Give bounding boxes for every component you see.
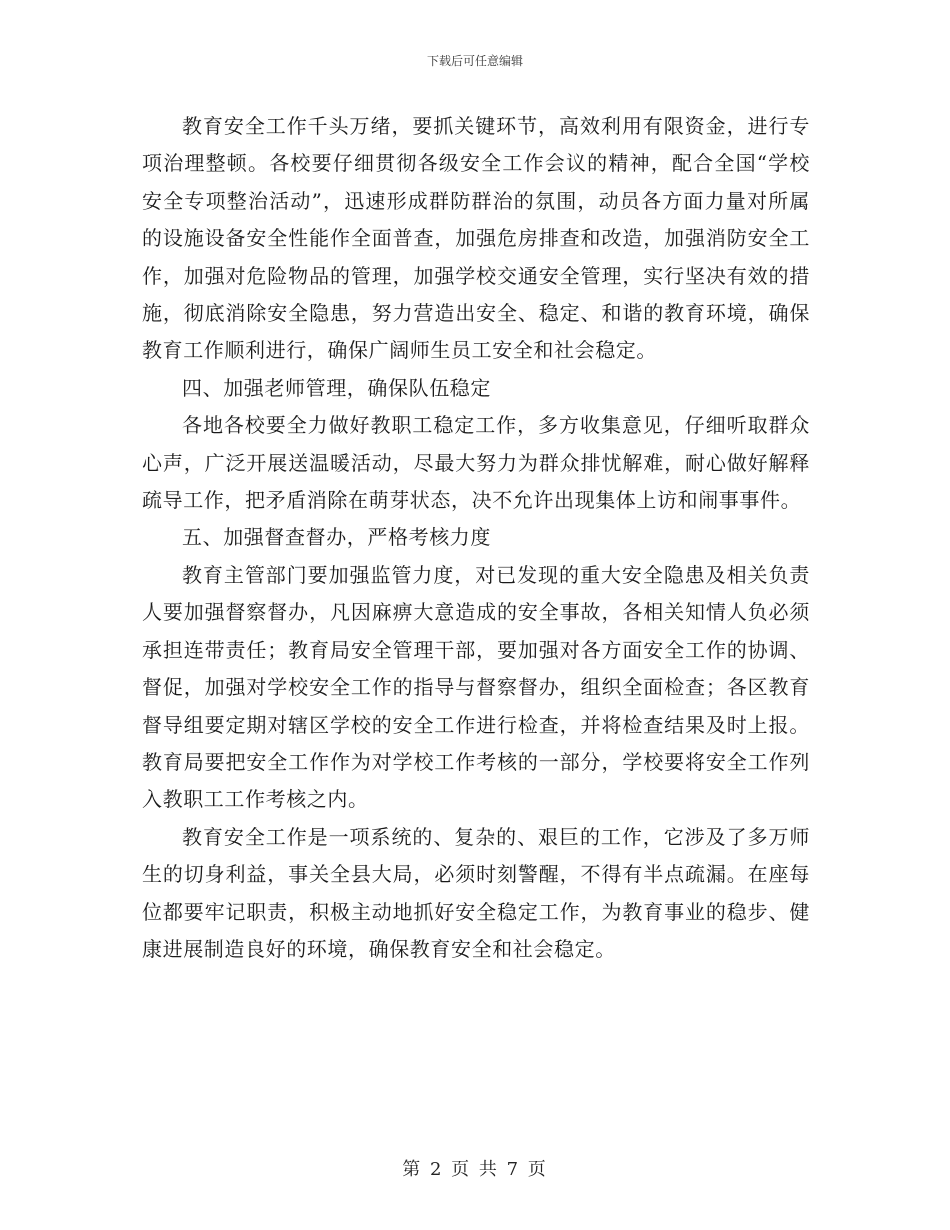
page-number-footer: 第 2 页 共 7 页 bbox=[402, 1159, 548, 1180]
section-heading-supervision: 五、加强督查督办，严格考核力度 bbox=[182, 525, 491, 550]
document-body bbox=[142, 108, 810, 968]
page-header-note: 下载后可任意编辑 bbox=[426, 54, 523, 68]
section-heading-teacher-management: 四、加强老师管理，确保队伍稳定 bbox=[182, 375, 491, 400]
paragraph-staff-stability: 各地各校要全力做好教职工稳定工作，多方收集意见，仔细听取群众心声，广泛开展送温暖活动，尽最大努力为群众排忧解难，耐心做好解释疏导工作，把矛盾消除在萌芽状态，决不允许出现集体上访和闹事事件。 bbox=[142, 413, 810, 513]
paragraph-supervision: 教育主管部门要加强监管力度，对已发现的重大安全隐患及相关负责人要加强督察督办，凡因麻痹大意造成的安全事故，各相关知情人负必须承担连带责任；教育局安全管理干部，要加强对各方面安全工作的协调、督促，加强对学校安全工作的指导与督察督办，组织全面检查；各区教育督导组要定期对辖区学校的安全工作进行检查，并将检查结果及时上报。教育局要把安全工作作为对学校工作考核的一部分，学校要将安全工作列入教职工工作考核之内。 bbox=[142, 562, 810, 812]
paragraph-safety-work: 教育安全工作千头万绪，要抓关键环节，高效利用有限资金，进行专项治理整顿。各校要仔细贯彻各级安全工作会议的精神，配合全国“学校安全专项整治活动”，迅速形成群防群治的氛围，动员各方面力量对所属的设施设备安全性能作全面普查，加强危房排查和改造，加强消防安全工作，加强对危险物品的管理，加强学校交通安全管理，实行坚决有效的措施，彻底消除安全隐患，努力营造出安全、稳定、和谐的教育环境，确保教育工作顺利进行，确保广阔师生员工安全和社会稳定。 bbox=[142, 114, 810, 363]
paragraph-conclusion: 教育安全工作是一项系统的、复杂的、艰巨的工作，它涉及了多万师生的切身利益，事关全县大局，必须时刻警醒，不得有半点疏漏。在座每位都要牢记职责，积极主动地抓好安全稳定工作，为教育事业的稳步、健康进展制造良好的环境，确保教育安全和社会稳定。 bbox=[142, 824, 810, 961]
